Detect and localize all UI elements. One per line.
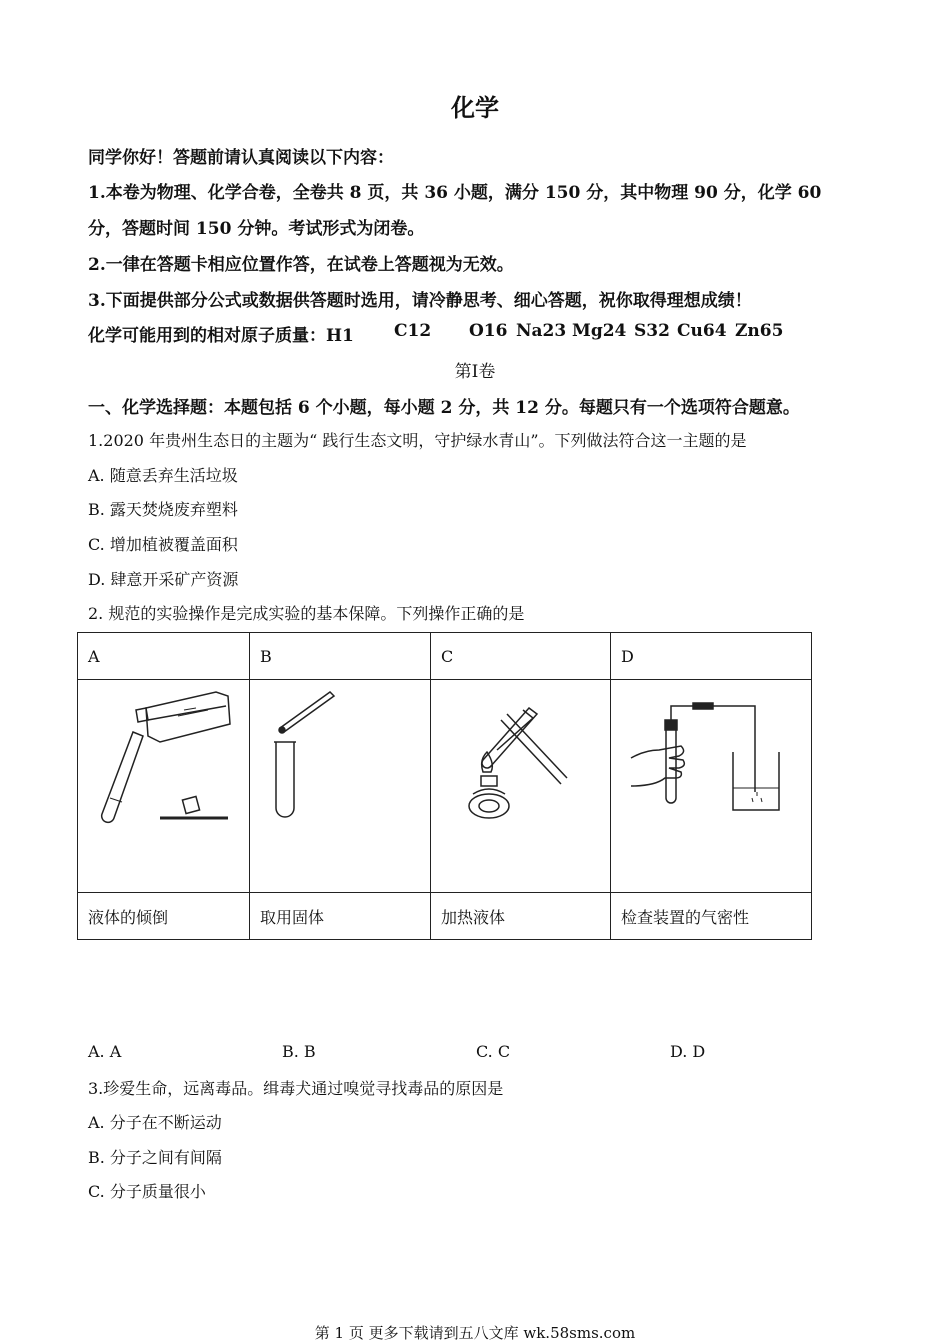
q2-header-c: C [431,633,611,680]
q1-option-c: C. 增加植被覆盖面积 [88,535,238,554]
atomic-mass-mg: Mg24 [572,321,627,341]
pouring-liquid-illustration [88,680,239,888]
taking-solid-illustration [260,680,420,888]
atomic-mass-c: C12 [394,321,432,341]
q2-caption-c: 加热液体 [431,893,611,940]
atomic-mass-s: S32 [634,321,670,341]
page-footer: 第 1 页 更多下载请到五八文库 wk.58sms.com [314,1324,636,1342]
section-title: 第Ⅰ卷 [454,362,496,382]
q2-choice-d: D. D [670,1042,706,1061]
atomic-mass-zn: Zn65 [735,321,784,341]
greeting: 同学你好！答题前请认真阅读以下内容： [88,148,394,168]
q2-header-a: A [78,633,250,680]
q1-option-b: B. 露天焚烧废弃塑料 [88,500,238,519]
q3-stem: 3.珍爱生命，远离毒品。缉毒犬通过嗅觉寻找毒品的原因是 [88,1079,504,1098]
instruction-1-cont: 分，答题时间 150 分钟。考试形式为闭卷。 [88,219,425,239]
atomic-mass-line [88,321,354,346]
q2-choice-a: A. A [88,1042,122,1061]
q2-choice-c: C. C [476,1042,511,1061]
q2-table [77,632,812,940]
q2-image-a [78,680,250,893]
q1-stem: 1.2020 年贵州生态日的主题为“ 践行生态文明，守护绿水青山”。下列做法符合这一主题的是 [88,431,747,450]
q2-image-c [431,680,611,893]
q2-caption-b: 取用固体 [250,893,431,940]
q2-caption-a: 液体的倾倒 [78,893,250,940]
q1-option-a: A. 随意丢弃生活垃圾 [88,466,238,485]
instruction-1: 1.本卷为物理、化学合卷，全卷共 8 页，共 36 小题，满分 150 分，其中物理 90 分，化学 60 [88,183,822,203]
part-heading: 一、化学选择题：本题包括 6 个小题，每小题 2 分，共 12 分。每题只有一个选项符合题意。 [88,398,800,418]
q2-caption-d: 检查装置的气密性 [611,893,812,940]
q2-choice-b: B. B [282,1042,316,1061]
q2-image-b [250,680,431,893]
q2-header-d: D [611,633,812,680]
q2-stem: 2. 规范的实验操作是完成实验的基本保障。下列操作正确的是 [88,604,525,623]
q2-image-d [611,680,812,893]
atomic-mass-cu: Cu64 [677,321,727,341]
q3-option-b: B. 分子之间有间隔 [88,1148,222,1167]
q1-option-d: D. 肆意开采矿产资源 [88,570,239,589]
atomic-mass-label: 化学可能用到的相对原子质量： [88,326,326,346]
page-title: 化学 [451,93,499,122]
q2-header-b: B [250,633,431,680]
q3-option-c: C. 分子质量很小 [88,1182,206,1201]
instruction-2: 2.一律在答题卡相应位置作答，在试卷上答题视为无效。 [88,255,514,275]
airtightness-check-illustration [621,680,801,888]
instruction-3: 3.下面提供部分公式或数据供答题时选用，请冷静思考、细心答题，祝你取得理想成绩！ [88,291,752,311]
atomic-mass-na: Na23 [516,321,567,341]
atomic-mass-h: H1 [326,326,354,346]
atomic-mass-o: O16 [469,321,508,341]
q3-option-a: A. 分子在不断运动 [88,1113,222,1132]
heating-liquid-illustration [441,680,600,888]
